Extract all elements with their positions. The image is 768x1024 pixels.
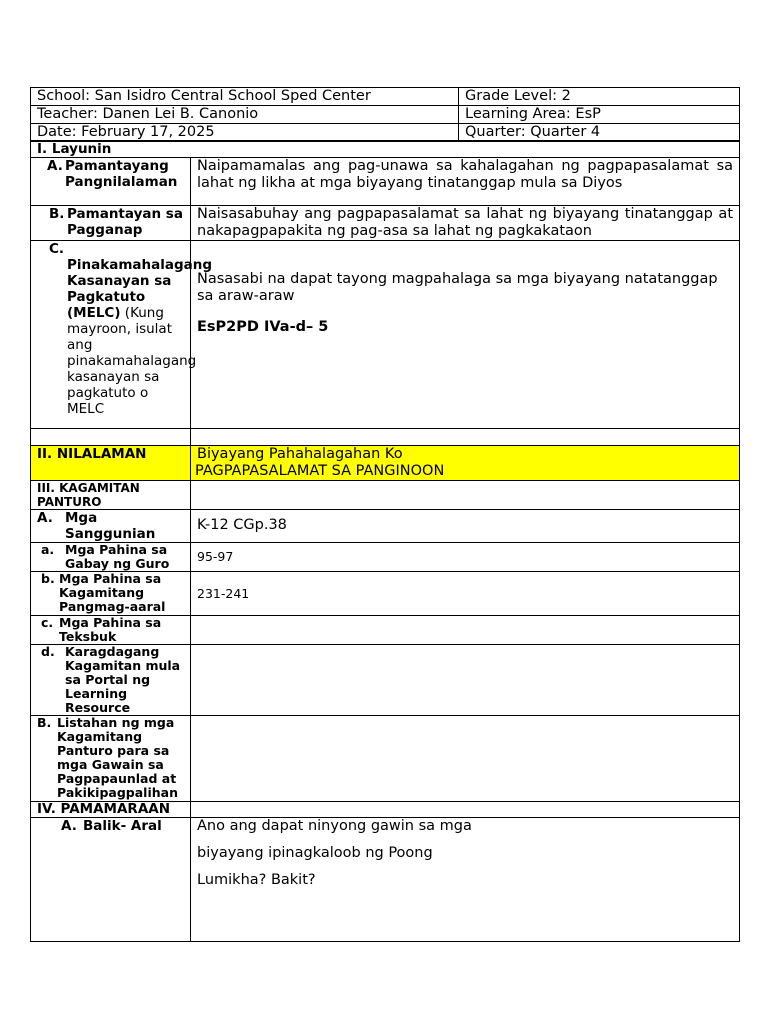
date-cell: Date: February 17, 2025 xyxy=(31,124,459,142)
label-cell xyxy=(31,645,191,716)
item-marker: b. xyxy=(41,571,55,586)
table-row xyxy=(31,241,740,429)
item-marker: d. xyxy=(41,644,55,659)
melc-value: Nasasabi na dapat tayong magpahalaga sa mga biyayang natatanggap sa araw-araw xyxy=(197,271,718,304)
balik-aral-line: Ano ang dapat ninyong gawin sa mga xyxy=(197,818,472,834)
main-table xyxy=(30,140,740,942)
pamantayan-pagganap-label: Pamantayan sa Pagganap xyxy=(67,206,183,238)
gabay-guro-value: 95-97 xyxy=(191,543,740,572)
table-row xyxy=(31,616,740,645)
label-cell xyxy=(31,158,191,206)
pamantayang-pangnilalaman-value: Naipamamalas ang pag-unawa sa kahalagahan ng pagpapasalamat sa lahat ng likha at mga biyayang tinatanggap mula sa Diyos xyxy=(191,158,740,206)
label-cell xyxy=(31,206,191,241)
empty-cell xyxy=(191,429,740,446)
label-cell xyxy=(31,716,191,802)
info-row xyxy=(31,106,740,124)
label-cell xyxy=(31,543,191,572)
kagamitang-pangmag-aaral-label: Mga Pahina sa Kagamitang Pangmag-aaral xyxy=(59,571,166,614)
label-cell xyxy=(31,818,191,942)
listahan-kagamitan-value xyxy=(191,716,740,802)
quarter-cell: Quarter: Quarter 4 xyxy=(459,124,740,142)
table-row xyxy=(31,818,740,942)
grade-cell: Grade Level: 2 xyxy=(459,88,740,106)
info-row xyxy=(31,88,740,106)
balik-aral-line: biyayang ipinagkaloob ng Poong xyxy=(197,845,433,861)
melc-note: (Kung mayroon, isulat ang pinakamahalagang kasanayan sa pagkatuto o MELC xyxy=(67,305,197,417)
item-marker: c. xyxy=(41,615,54,630)
melc-label: Pinakamahalagang Kasanayan sa Pagkatuto (MELC) xyxy=(67,257,213,321)
melc-value-cell xyxy=(191,241,740,429)
section-row xyxy=(31,141,740,158)
item-marker: B. xyxy=(49,206,65,222)
item-marker: A. xyxy=(47,158,63,174)
pamamaraan-heading: IV. PAMAMARAAN xyxy=(31,802,191,818)
layunin-heading: I. Layunin xyxy=(31,141,740,158)
melc-code: EsP2PD IVa-d– 5 xyxy=(197,319,329,335)
portal-learning-resource-value xyxy=(191,645,740,716)
kagamitan-heading: III. KAGAMITAN PANTURO xyxy=(31,481,191,510)
listahan-kagamitan-label: Listahan ng mga Kagamitang Panturo para sa mga Gawain sa Pagpapaunlad at Pakikipagpalihan xyxy=(57,715,178,800)
empty-cell xyxy=(31,429,191,446)
label-cell xyxy=(31,616,191,645)
nilalaman-subtitle: PAGPAPASALAMAT SA PANGINOON xyxy=(195,463,445,479)
pamantayan-pagganap-value: Naisasabuhay ang pagpapasalamat sa lahat ng biyayang tinatanggap at nakapagpapakita ng pag-asa sa lahat ng pagkakataon xyxy=(191,206,740,241)
portal-learning-resource-label: Karagdagang Kagamitan mula sa Portal ng Learning Resource xyxy=(65,644,181,715)
nilalaman-heading: II. NILALAMAN xyxy=(31,446,191,481)
table-row xyxy=(31,572,740,616)
label-cell xyxy=(31,510,191,543)
section-row xyxy=(31,481,740,510)
pamantayang-pangnilalaman-label: Pamantayang Pangnilalaman xyxy=(65,158,178,190)
kagamitang-pangmag-aaral-value: 231-241 xyxy=(191,572,740,616)
balik-aral-value-cell xyxy=(191,818,740,942)
school-cell: School: San Isidro Central School Sped Center xyxy=(31,88,459,106)
empty-cell xyxy=(191,481,740,510)
item-marker: a. xyxy=(41,542,55,557)
item-marker: B. xyxy=(37,715,52,730)
area-cell: Learning Area: EsP xyxy=(459,106,740,124)
table-row xyxy=(31,510,740,543)
teksbuk-label: Mga Pahina sa Teksbuk xyxy=(59,615,162,644)
table-row xyxy=(31,206,740,241)
nilalaman-value-cell xyxy=(191,446,740,481)
table-row xyxy=(31,158,740,206)
table-row xyxy=(31,543,740,572)
nilalaman-row xyxy=(31,446,740,481)
table-row xyxy=(31,716,740,802)
table-row xyxy=(31,645,740,716)
item-marker: C. xyxy=(49,241,65,257)
section-row xyxy=(31,802,740,818)
sanggunian-value: K-12 CGp.38 xyxy=(191,510,740,543)
sanggunian-label: Mga Sanggunian xyxy=(65,510,156,542)
gabay-guro-label: Mga Pahina sa Gabay ng Guro xyxy=(65,542,170,571)
info-table xyxy=(30,87,740,142)
teksbuk-value xyxy=(191,616,740,645)
item-marker: A. xyxy=(37,510,53,526)
teacher-cell: Teacher: Danen Lei B. Canonio xyxy=(31,106,459,124)
info-row xyxy=(31,124,740,142)
empty-cell xyxy=(191,802,740,818)
label-cell xyxy=(31,572,191,616)
balik-aral-label: Balik- Aral xyxy=(83,818,162,834)
nilalaman-title: Biyayang Pahahalagahan Ko xyxy=(197,446,403,462)
label-cell xyxy=(31,241,213,429)
item-marker: A. xyxy=(61,818,77,834)
balik-aral-line: Lumikha? Bakit? xyxy=(197,872,316,888)
spacer-row xyxy=(31,429,740,446)
